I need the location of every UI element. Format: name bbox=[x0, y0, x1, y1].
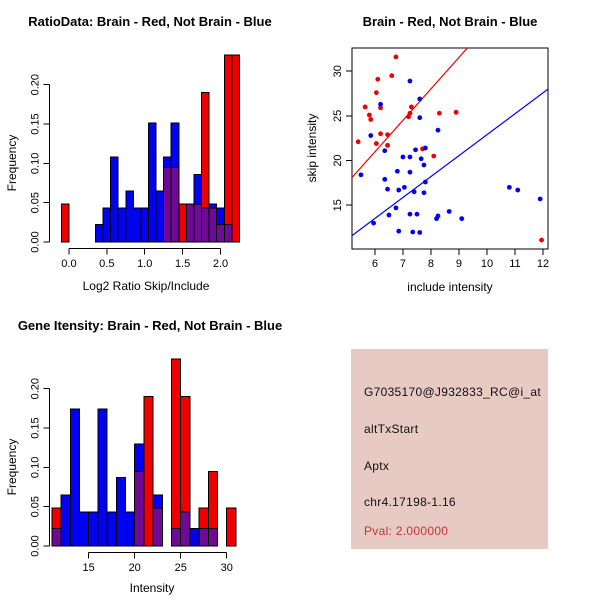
overlap-bar bbox=[171, 167, 179, 242]
data-point bbox=[423, 146, 428, 151]
data-point bbox=[374, 90, 379, 95]
x-axis-label: Log2 Ratio Skip/Include bbox=[82, 279, 210, 293]
data-point bbox=[385, 143, 390, 148]
not-brain-bar bbox=[98, 409, 107, 546]
x-tick-label: 10 bbox=[480, 258, 494, 270]
brain-bar bbox=[172, 359, 181, 546]
y-tick-label: 25 bbox=[332, 109, 344, 123]
overlap-bar bbox=[181, 512, 190, 546]
y-tick-label: 20 bbox=[332, 154, 344, 167]
brain-bar bbox=[232, 55, 240, 242]
data-point bbox=[356, 139, 361, 144]
regression-lines bbox=[352, 48, 548, 236]
overlap-bar bbox=[208, 529, 217, 546]
data-point bbox=[367, 113, 372, 118]
data-point bbox=[402, 185, 407, 190]
info-panel bbox=[351, 349, 548, 549]
probe-id-text: G7035170@J932833_RC@i_at bbox=[364, 385, 542, 399]
data-point bbox=[389, 73, 394, 78]
x-tick-label: 9 bbox=[455, 258, 463, 270]
not-brain-bar bbox=[79, 512, 88, 546]
y-axis-label: Frequency bbox=[5, 134, 19, 192]
data-point bbox=[459, 216, 464, 221]
data-point bbox=[412, 189, 417, 194]
x-tick-label: 7 bbox=[399, 258, 407, 270]
overlap-bar bbox=[52, 529, 61, 546]
data-point bbox=[359, 172, 364, 177]
data-point bbox=[406, 114, 411, 119]
data-point bbox=[436, 214, 441, 219]
not-brain-bar bbox=[61, 495, 70, 546]
not-brain-bar bbox=[118, 208, 126, 242]
data-point bbox=[409, 105, 414, 110]
overlap-bar bbox=[172, 529, 181, 546]
not-brain-bar bbox=[149, 123, 157, 242]
histogram-bars bbox=[61, 55, 239, 242]
data-point bbox=[401, 155, 406, 160]
data-point bbox=[371, 221, 376, 226]
data-point bbox=[413, 147, 418, 152]
overlap-bar bbox=[202, 208, 210, 242]
data-point bbox=[378, 102, 383, 107]
x-tick-label: 11 bbox=[509, 258, 521, 270]
brain-bar bbox=[227, 508, 236, 546]
plot-area bbox=[332, 48, 549, 270]
overlap-bar bbox=[209, 208, 217, 242]
x-tick-label: 1.5 bbox=[174, 258, 191, 270]
event-type-text: altTxStart bbox=[364, 422, 419, 436]
y-tick-label: 0.15 bbox=[29, 417, 42, 439]
panel-title: RatioData: Brain - Red, Not Brain - Blue bbox=[28, 14, 272, 29]
pval-text: Pval: 2.000000 bbox=[364, 524, 449, 538]
data-point bbox=[436, 128, 441, 133]
gene-intensity-histogram-panel bbox=[0, 300, 300, 600]
y-tick-label: 0.00 bbox=[29, 231, 42, 253]
y-axis-label: skip intensity bbox=[305, 113, 319, 183]
data-point bbox=[422, 163, 427, 168]
x-tick-label: 25 bbox=[174, 562, 187, 574]
x-axis-label: Intensity bbox=[129, 581, 175, 595]
y-tick-label: 0.05 bbox=[29, 495, 42, 518]
data-point bbox=[408, 155, 413, 160]
overlap-bar bbox=[164, 167, 172, 242]
data-point bbox=[378, 131, 383, 136]
data-point bbox=[368, 133, 373, 138]
plot-area bbox=[30, 359, 236, 574]
overlap-bar bbox=[217, 225, 225, 242]
overlap-bar bbox=[135, 471, 144, 546]
not-brain-bar bbox=[126, 191, 134, 242]
data-point bbox=[417, 97, 422, 102]
data-point bbox=[415, 212, 420, 217]
x-tick-label: 0.5 bbox=[99, 258, 115, 270]
data-point bbox=[395, 169, 400, 174]
overlap-bar bbox=[199, 529, 208, 546]
x-tick-label: 12 bbox=[536, 258, 550, 270]
overlap-bar bbox=[194, 204, 202, 242]
data-point bbox=[374, 141, 379, 146]
x-tick-label: 8 bbox=[427, 258, 435, 270]
data-point bbox=[387, 213, 392, 218]
not-brain-bar bbox=[141, 208, 149, 242]
data-point bbox=[363, 105, 368, 110]
y-tick-label: 0.15 bbox=[29, 113, 42, 135]
not-brain-bar bbox=[95, 225, 103, 242]
x-tick-label: 6 bbox=[371, 258, 379, 270]
panel-title: Gene Itensity: Brain - Red, Not Brain - Blue bbox=[17, 318, 283, 333]
data-point bbox=[422, 190, 427, 195]
data-point bbox=[419, 156, 424, 161]
not-brain-bar bbox=[107, 512, 116, 546]
intensity-scatter-panel bbox=[300, 0, 600, 300]
histogram-bars bbox=[52, 359, 236, 546]
x-tick-label: 30 bbox=[220, 562, 233, 574]
x-tick-label: 1.0 bbox=[137, 258, 153, 270]
not-brain-bar bbox=[89, 512, 98, 546]
not-brain-bar bbox=[156, 191, 164, 242]
not-brain-points bbox=[359, 79, 543, 235]
brain-bar bbox=[144, 397, 153, 546]
x-tick-label: 15 bbox=[82, 562, 95, 574]
data-point bbox=[437, 111, 442, 116]
locus-text: chr4.17198-1.16 bbox=[364, 495, 456, 509]
data-point bbox=[417, 230, 422, 235]
y-tick-label: 0.10 bbox=[29, 456, 42, 479]
data-point bbox=[539, 238, 544, 243]
brain-bar bbox=[179, 204, 187, 242]
data-point bbox=[410, 230, 415, 235]
y-tick-label: 0.20 bbox=[29, 377, 42, 400]
y-tick-label: 15 bbox=[332, 199, 344, 212]
y-tick-label: 0.00 bbox=[29, 535, 42, 557]
not-brain-bar bbox=[125, 512, 134, 546]
data-point bbox=[375, 77, 380, 82]
not-brain-bar bbox=[70, 409, 79, 546]
x-axis-label: include intensity bbox=[407, 280, 493, 294]
brain-bar bbox=[224, 55, 232, 242]
y-tick-label: 30 bbox=[332, 65, 344, 78]
x-tick-label: 0.0 bbox=[61, 258, 77, 270]
y-axis-label: Frequency bbox=[5, 438, 19, 496]
brain-bar bbox=[61, 204, 69, 242]
panel-title: Brain - Red, Not Brain - Blue bbox=[362, 14, 538, 29]
plot-area bbox=[30, 55, 240, 270]
axes bbox=[346, 71, 543, 255]
y-tick-label: 0.10 bbox=[29, 152, 42, 175]
not-brain-bar bbox=[190, 529, 199, 546]
x-tick-label: 20 bbox=[128, 562, 141, 574]
overlap-bar bbox=[153, 508, 162, 546]
data-point bbox=[382, 177, 387, 182]
data-point bbox=[417, 115, 422, 120]
data-point bbox=[408, 212, 413, 217]
data-point bbox=[431, 154, 436, 159]
not-brain-bar bbox=[103, 208, 111, 242]
data-point bbox=[538, 197, 543, 202]
ratio-histogram-panel bbox=[0, 0, 300, 300]
not-brain-bar bbox=[111, 157, 119, 242]
data-point bbox=[394, 206, 399, 211]
data-point bbox=[408, 79, 413, 84]
data-point bbox=[394, 55, 399, 60]
data-point bbox=[385, 187, 390, 192]
data-point bbox=[368, 117, 373, 122]
data-point bbox=[408, 170, 413, 175]
overlap-bar bbox=[224, 225, 232, 242]
x-tick-label: 2.0 bbox=[212, 258, 229, 270]
y-tick-label: 0.20 bbox=[29, 73, 42, 96]
y-tick-label: 0.05 bbox=[29, 191, 42, 214]
plot-box bbox=[352, 48, 548, 249]
data-point bbox=[515, 188, 520, 193]
gene-symbol-text: Aptx bbox=[364, 459, 390, 473]
not-brain-bar bbox=[133, 208, 141, 242]
overlap-bar bbox=[186, 204, 194, 242]
data-point bbox=[396, 229, 401, 234]
data-point bbox=[385, 132, 390, 137]
data-point bbox=[447, 209, 452, 214]
data-point bbox=[507, 185, 512, 190]
data-point bbox=[454, 110, 459, 115]
data-point bbox=[382, 148, 387, 153]
data-point bbox=[423, 180, 428, 185]
data-point bbox=[396, 188, 401, 193]
not-brain-bar bbox=[116, 478, 125, 546]
